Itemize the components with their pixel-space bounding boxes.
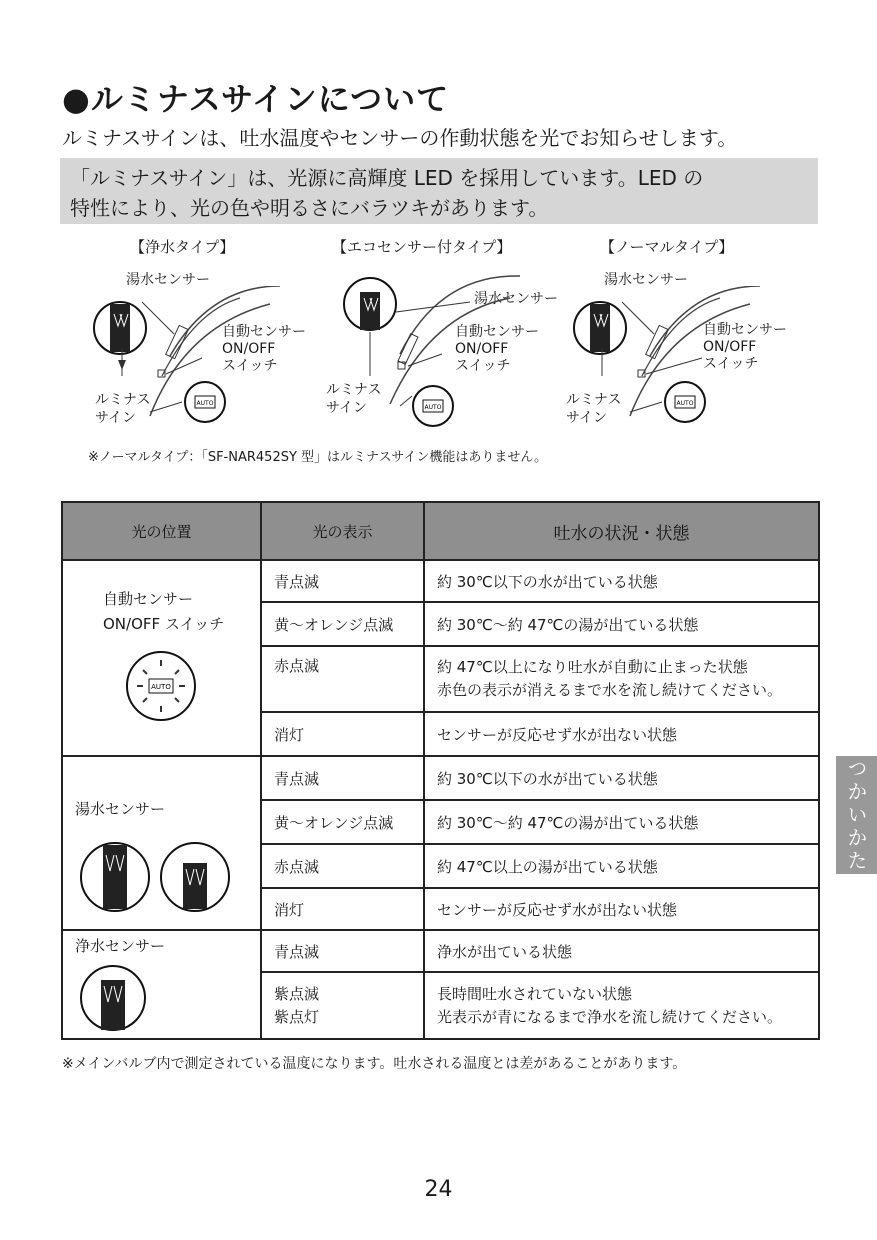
- table-row: [62, 560, 819, 602]
- status-cell: [424, 646, 819, 712]
- position-label-1: 浄水センサー: [75, 937, 166, 955]
- figure-auto-label-2: ON/OFF: [703, 339, 757, 355]
- figure-auto-label-3: スイッチ: [703, 356, 759, 372]
- figure-auto-label-2: ON/OFF: [455, 341, 509, 357]
- status-cell: 浄水が出ている状態: [424, 930, 819, 972]
- display-cell: 青点滅: [261, 930, 424, 972]
- side-tab-usage[interactable]: つかいかた: [836, 756, 877, 874]
- display-cell: 黄～オレンジ点滅: [261, 800, 424, 844]
- header-status: 吐水の状況・状態: [424, 502, 819, 560]
- figure-sensor-label: 湯水センサー: [474, 291, 558, 307]
- figure-sign-label-2: サイン: [566, 410, 608, 426]
- auto-button-text: AUTO: [196, 400, 214, 407]
- table-header-row: [62, 502, 819, 560]
- svg-text:AUTO: AUTO: [151, 683, 171, 691]
- figure-sign-label-2: サイン: [95, 410, 137, 426]
- auto-switch-icon: [123, 648, 199, 724]
- display-cell: 青点滅: [261, 560, 424, 602]
- luminous-sign-table: [61, 501, 820, 1040]
- figure-sign-label-1: ルミナス: [326, 382, 382, 398]
- intro-text: ルミナスサインは、吐水温度やセンサーの作動状態を光でお知らせします。: [62, 126, 738, 150]
- status-cell: センサーが反応せず水が出ない状態: [424, 712, 819, 756]
- table-row: [62, 756, 819, 800]
- footnote-temperature: ※メインバルブ内で測定されている温度になります。吐水される温度とは差があることがあります。: [62, 1056, 687, 1072]
- figure-auto-label-3: スイッチ: [455, 358, 511, 374]
- position-auto-switch: [62, 560, 261, 756]
- figure-auto-label-1: 自動センサー: [455, 324, 539, 340]
- status-line: 長時間吐水されていない状態: [437, 984, 633, 1003]
- status-cell: 約 30℃～約 47℃の湯が出ている状態: [424, 602, 819, 646]
- hot-water-sensor-icons: [75, 839, 235, 915]
- figure-type-label-jousui: 【浄水タイプ】: [130, 238, 235, 256]
- led-note-line-2: 特性により、光の色や明るさにバラツキがあります。: [70, 196, 549, 220]
- figure-sign-label-1: ルミナス: [566, 392, 622, 408]
- status-line: 光表示が青になるまで浄水を流し続けてください。: [437, 1007, 783, 1026]
- display-cell: 赤点滅: [261, 844, 424, 888]
- auto-button-text: AUTO: [424, 404, 442, 411]
- position-hot-water-sensor: [62, 756, 261, 930]
- display-cell: 赤点滅: [261, 646, 424, 712]
- position-label-2: ON/OFF スイッチ: [103, 615, 225, 633]
- display-line: 紫点灯: [274, 1007, 320, 1026]
- status-cell: 約 30℃～約 47℃の湯が出ている状態: [424, 800, 819, 844]
- led-note-box: [60, 158, 818, 224]
- display-cell: 消灯: [261, 712, 424, 756]
- figure-sensor-label: 湯水センサー: [604, 272, 688, 288]
- position-label-1: 湯水センサー: [75, 799, 166, 818]
- figure-type-label-eco: 【エコセンサー付タイプ】: [332, 238, 512, 256]
- display-cell: 黄～オレンジ点滅: [261, 602, 424, 646]
- footnote-normal-type: ※ノーマルタイプ：「SF-NAR452SY 型」はルミナスサイン機能はありません。: [88, 450, 548, 465]
- status-cell: センサーが反応せず水が出ない状態: [424, 888, 819, 930]
- status-line: 約 47℃以上になり吐水が自動に止まった状態: [437, 658, 748, 676]
- figure-auto-label-3: スイッチ: [222, 358, 278, 374]
- display-line: 紫点滅: [274, 984, 320, 1003]
- display-cell: [261, 972, 424, 1039]
- faucet-illustration-normal: [570, 286, 770, 436]
- position-purified-water-sensor: [62, 930, 261, 1039]
- header-position: 光の位置: [62, 502, 261, 560]
- display-cell: 青点滅: [261, 756, 424, 800]
- header-display: 光の表示: [261, 502, 424, 560]
- figure-sign-label-1: ルミナス: [95, 392, 151, 408]
- purified-water-sensor-icon: [75, 962, 151, 1034]
- figure-auto-label-1: 自動センサー: [222, 324, 306, 340]
- figure-auto-label-2: ON/OFF: [222, 341, 276, 357]
- page-title: ●ルミナスサインについて: [62, 80, 450, 118]
- table-row: [62, 930, 819, 972]
- figure-sensor-label: 湯水センサー: [126, 272, 210, 288]
- figure-type-label-normal: 【ノーマルタイプ】: [600, 238, 734, 256]
- faucet-illustration-jousui: [90, 286, 290, 436]
- faucet-illustration-eco: [330, 264, 530, 429]
- status-cell: 約 30℃以下の水が出ている状態: [424, 756, 819, 800]
- position-label-1: 自動センサー: [103, 590, 194, 608]
- auto-button-text: AUTO: [676, 400, 694, 407]
- status-line: 赤色の表示が消えるまで水を流し続けてください。: [437, 681, 783, 699]
- display-cell: 消灯: [261, 888, 424, 930]
- figure-sign-label-2: サイン: [326, 400, 368, 416]
- led-note-line-1: 「ルミナスサイン」は、光源に高輝度 LED を採用しています。LED の: [70, 166, 704, 190]
- status-cell: 約 30℃以下の水が出ている状態: [424, 560, 819, 602]
- figure-auto-label-1: 自動センサー: [703, 322, 787, 338]
- page-number: 24: [424, 1177, 453, 1202]
- status-cell: [424, 972, 819, 1039]
- status-cell: 約 47℃以上の湯が出ている状態: [424, 844, 819, 888]
